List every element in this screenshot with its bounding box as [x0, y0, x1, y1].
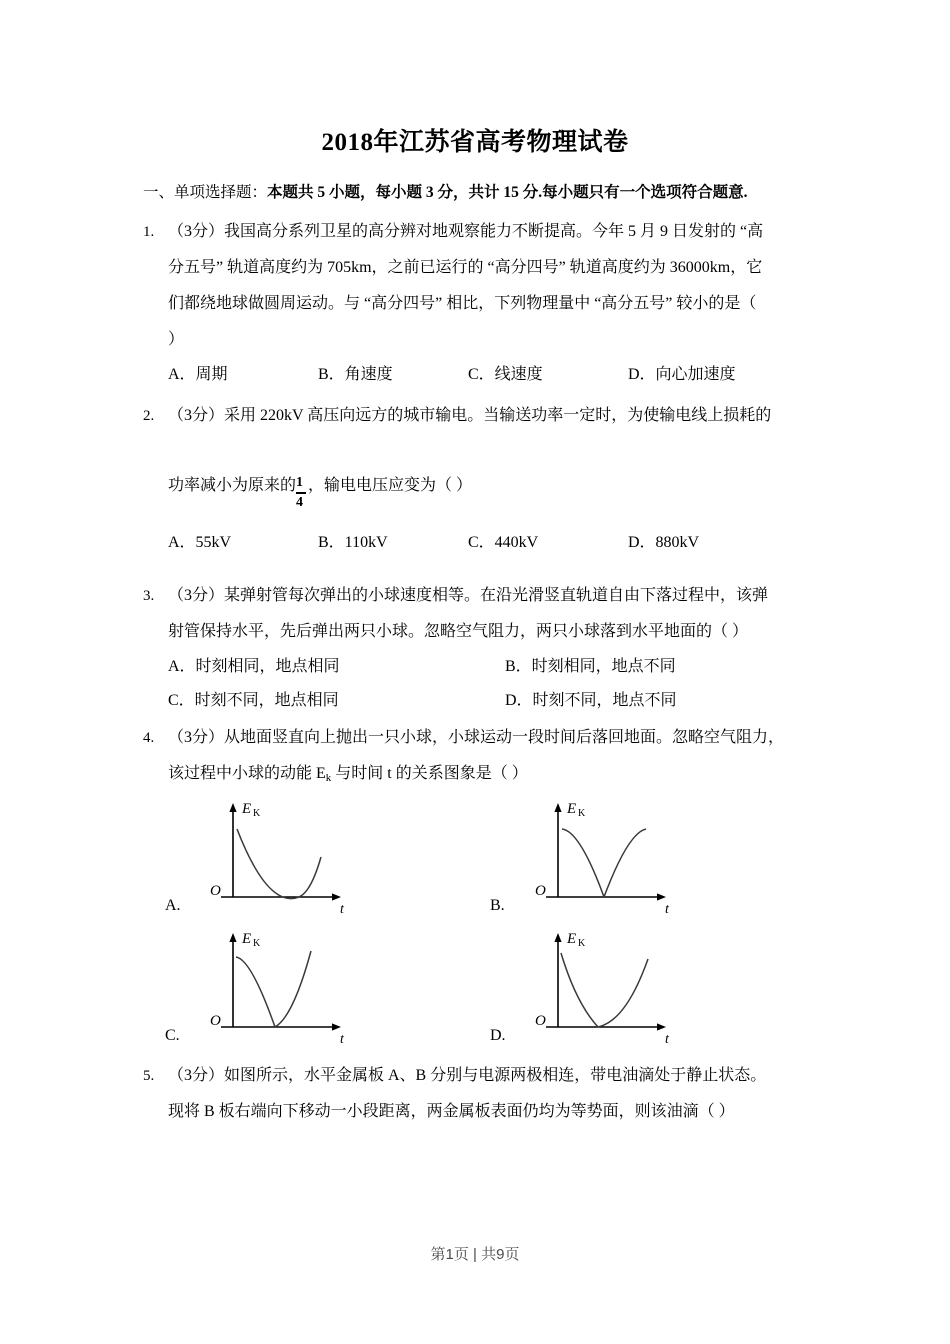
- question-3-text-2: 射管保持水平，先后弹出两只小球。忽略空气阻力，两只小球落到水平地面的（ ）: [168, 623, 749, 640]
- question-5-text-1: （3分）如图所示，水平金属板 A、B 分别与电源两极相连，带电油滴处于静止状态。: [168, 1067, 767, 1084]
- page-footer: 第1页 | 共9页: [430, 1246, 520, 1263]
- question-1-number: 1.: [143, 224, 155, 240]
- question-1-option-a[interactable]: A．周期: [168, 366, 228, 383]
- question-4-figures: [143, 795, 833, 1055]
- question-3-number: 3.: [143, 588, 155, 604]
- question-5-line-2: [143, 1094, 823, 1130]
- question-4: [143, 720, 823, 796]
- question-3-line-1: [143, 578, 823, 614]
- question-3-options-row-2: [143, 684, 823, 718]
- question-3-option-c[interactable]: C．时刻不同，地点相同: [168, 692, 339, 709]
- figure-a-label: A.: [165, 897, 181, 914]
- question-2: [143, 398, 823, 560]
- question-3-line-2: [143, 614, 823, 650]
- question-2-text-1: （3分）采用 220kV 高压向远方的城市输电。当输送功率一定时，为使输电线上损耗的: [168, 407, 772, 424]
- question-4-text-1: （3分）从地面竖直向上抛出一只小球，小球运动一段时间后落回地面。忽略空气阻力，: [168, 729, 785, 746]
- figure-option-c[interactable]: [165, 925, 365, 1047]
- question-1-text-3: 们都绕地球做圆周运动。与 “高分四号” 相比，下列物理量中 “高分五号” 较小的是（: [168, 295, 757, 312]
- question-4-line-1: [143, 720, 823, 756]
- question-2-option-d[interactable]: D．880kV: [628, 534, 700, 551]
- graph-c-y-sub: K: [253, 938, 261, 949]
- section-heading-prefix: 一、单项选择题：: [143, 184, 268, 201]
- question-2-spacer: [143, 434, 823, 468]
- graph-c-origin: O: [210, 1013, 221, 1029]
- graph-c-x-label: t: [340, 1032, 344, 1047]
- question-1-option-b[interactable]: B．角速度: [318, 366, 393, 383]
- section-heading: [143, 180, 843, 202]
- graph-d-origin: O: [535, 1013, 546, 1029]
- graph-a-origin: O: [210, 883, 221, 899]
- question-1: [143, 214, 823, 392]
- fraction-denominator: 4: [296, 495, 304, 510]
- question-2-option-a[interactable]: A．55kV: [168, 534, 232, 551]
- figure-option-b[interactable]: [490, 795, 690, 917]
- graph-a-y-sub: K: [253, 808, 261, 819]
- question-5-number: 5.: [143, 1068, 155, 1084]
- question-4-number: 4.: [143, 730, 155, 746]
- graph-a-x-label: t: [340, 902, 344, 917]
- figure-d-label: D.: [490, 1027, 506, 1044]
- question-3-option-b[interactable]: B．时刻相同，地点不同: [505, 658, 676, 675]
- graph-d-y-sub: K: [578, 938, 586, 949]
- figure-option-d[interactable]: [490, 925, 690, 1047]
- graph-d-x-label: t: [665, 1032, 669, 1047]
- page-title: 2018年江苏省高考物理试卷: [321, 129, 629, 156]
- question-1-text-2: 分五号” 轨道高度约为 705km，之前已运行的 “高分四号” 轨道高度约为 36000km，它: [168, 259, 763, 276]
- question-2-fraction-before: 功率减小为原来的: [168, 477, 297, 494]
- question-2-fraction-after: ，输电电压应变为（ ）: [308, 477, 473, 494]
- section-heading-bold: 本题共 5 小题，每小题 3 分，共计 15 分.每小题只有一个选项符合题意.: [267, 184, 748, 201]
- graph-b: [518, 795, 688, 917]
- question-4-text-2-after: 与时间 t 的关系图象是（ ）: [331, 765, 528, 782]
- figure-c-label: C.: [165, 1027, 180, 1044]
- fraction-bar: [296, 492, 306, 494]
- question-2-number: 2.: [143, 408, 155, 424]
- question-5: [143, 1058, 823, 1130]
- question-5-line-1: [143, 1058, 823, 1094]
- graph-b-origin: O: [535, 883, 546, 899]
- question-1-line-2: [143, 250, 823, 286]
- question-3-option-a[interactable]: A．时刻相同，地点相同: [168, 658, 340, 675]
- question-1-line-1: [143, 214, 823, 250]
- question-4-line-2: [143, 756, 823, 796]
- graph-d-y-label: E: [567, 931, 577, 947]
- question-3-text-1: （3分）某弹射管每次弹出的小球速度相等。在沿光滑竖直轨道自由下落过程中，该弹: [168, 587, 769, 604]
- question-1-line-3: [143, 286, 823, 322]
- graph-c-y-label: E: [242, 931, 252, 947]
- question-2-option-c[interactable]: C．440kV: [468, 534, 539, 551]
- question-1-options: [143, 358, 823, 392]
- question-3-option-d[interactable]: D．时刻不同，地点不同: [505, 692, 677, 709]
- graph-b-y-label: E: [567, 801, 577, 817]
- question-1-text-4: ）: [168, 331, 185, 348]
- figure-b-label: B.: [490, 897, 505, 914]
- graph-b-x-label: t: [665, 902, 669, 917]
- graph-a-y-label: E: [242, 801, 252, 817]
- question-5-text-2: 现将 B 板右端向下移动一小段距离，两金属板表面仍均为等势面，则该油滴（ ）: [168, 1103, 735, 1120]
- question-2-options: [143, 526, 823, 560]
- question-2-fraction-line: [143, 468, 823, 510]
- question-2-option-b[interactable]: B．110kV: [318, 534, 388, 551]
- question-3: [143, 578, 823, 718]
- question-4-subscript: k: [325, 772, 332, 784]
- question-1-option-d[interactable]: D．向心加速度: [628, 366, 736, 383]
- question-1-text-1: （3分）我国高分系列卫星的高分辨对地观察能力不断提高。今年 5 月 9 日发射的 “高: [168, 223, 764, 240]
- graph-b-y-sub: K: [578, 808, 586, 819]
- question-1-line-4: [143, 322, 823, 358]
- graph-d: [518, 925, 688, 1047]
- question-2-line-1: [143, 398, 823, 434]
- question-4-text-2-before: 该过程中小球的动能 E: [168, 765, 326, 782]
- graph-a: [193, 795, 363, 917]
- question-3-options-row-1: [143, 650, 823, 684]
- fraction-numerator: 1: [296, 475, 304, 490]
- question-1-option-c[interactable]: C．线速度: [468, 366, 543, 383]
- figure-option-a[interactable]: [165, 795, 365, 917]
- graph-c: [193, 925, 363, 1047]
